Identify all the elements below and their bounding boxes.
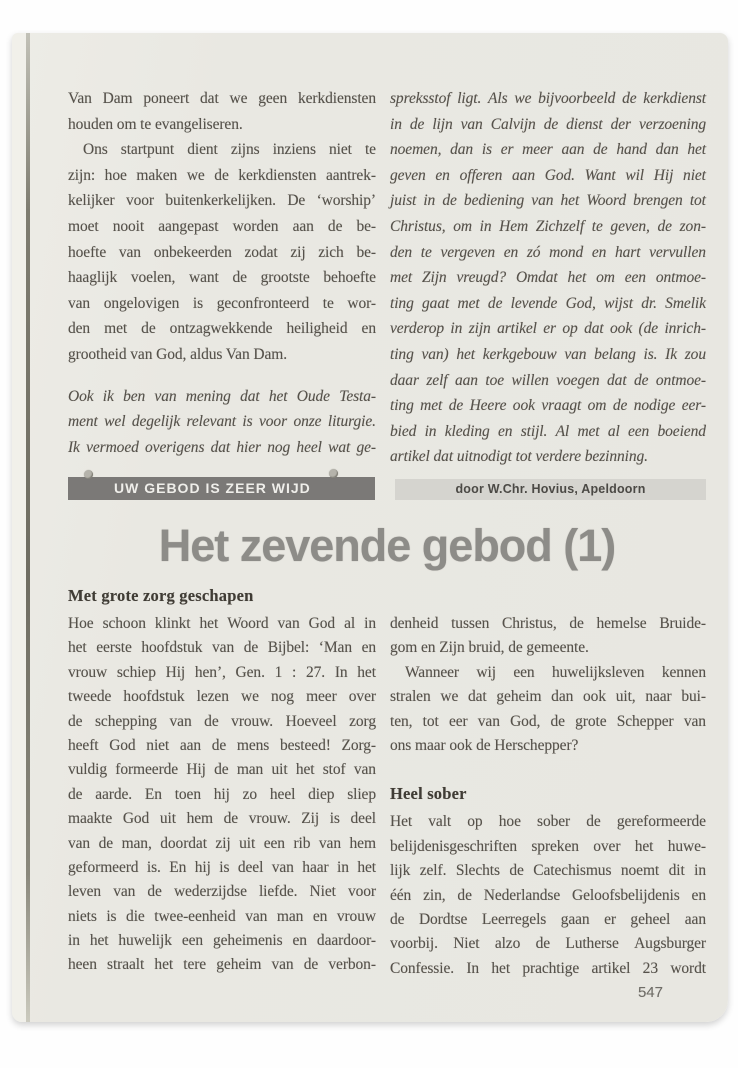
text-line: Hoe schoon klinkt het Woord van God al in xyxy=(68,615,376,632)
text-line: juist in de bediening van het Woord brengen tot xyxy=(390,192,706,210)
paragraph xyxy=(390,612,706,661)
text-line: ten, tot eer van God, de grote Schepper van xyxy=(390,712,706,730)
paragraph xyxy=(68,86,376,137)
section-banner-label: UW GEBOD IS ZEER WIJD xyxy=(114,480,311,496)
text-line: verderop in zijn artikel er op dat ook (de inrich- xyxy=(390,320,706,338)
text-line: Van Dam poneert dat we geen kerkdiensten xyxy=(68,90,376,107)
text-line: Wanneer wij een huwelijksleven kennen xyxy=(405,663,706,681)
text-line: zijn: hoe maken we de kerkdiensten aantrek- xyxy=(68,166,376,184)
paragraph xyxy=(390,86,706,470)
intro-left-column xyxy=(68,86,376,470)
text-line: ting gaat met de levende God, wijst dr. Smelik xyxy=(390,294,706,312)
text-line: niets is die twee-eenheid van man en vrouw xyxy=(68,907,376,925)
text-line: vuldig formeerde Hij de man uit het stof van xyxy=(68,761,376,779)
text-line: ons maar ook de Herschepper? xyxy=(390,736,579,754)
subheading-met-grote-zorg: Met grote zorg geschapen xyxy=(68,586,254,605)
paragraph xyxy=(68,137,376,367)
text-line: den te vergeven en zó mond en hart vervullen xyxy=(390,243,706,261)
text-line: haaglijk voelen, want de grootste behoefte xyxy=(68,269,376,287)
article-right-text-bottom xyxy=(390,810,706,981)
text-line: Het valt op hoe sober de gereformeerde xyxy=(390,813,706,831)
scanned-book-page xyxy=(12,33,728,1022)
text-line: hoefte van onbekeerden zodat zij zich be- xyxy=(68,243,376,261)
text-line: in de lijn van Calvijn de dienst der verzoening xyxy=(390,115,706,133)
text-line: daar zelf aan toe willen voegen dat de ontmoe- xyxy=(390,371,706,389)
text-line: heeft God niet aan de mens besteed! Zorg- xyxy=(68,736,376,754)
text-line: vrouw schiep Hij hen’, Gen. 1 : 27. In het xyxy=(68,663,376,681)
text-line: van ongelovigen is geconfronteerd te wor- xyxy=(68,294,376,312)
text-line: het eerste hoofdstuk van de Bijbel: ‘Man en xyxy=(68,639,376,657)
text-line: de aarde. En toen hij zo heel diep sliep xyxy=(68,785,376,803)
text-line: grootheid van God, aldus Van Dam. xyxy=(68,345,287,363)
text-line: leven van de wederzijdse liefde. Niet voor xyxy=(68,883,376,901)
text-line: voorbij. Niet alzo de Lutherse Augsburger xyxy=(390,935,706,953)
text-line: maakte God uit hem de vrouw. Zij is deel xyxy=(68,810,376,828)
text-line: moet nooit aangepast worden aan de be- xyxy=(68,217,376,235)
subheading-heel-sober: Heel sober xyxy=(390,784,467,804)
article-right-text-top xyxy=(390,612,706,758)
article-right-column xyxy=(390,585,706,981)
banner-pin-right-icon xyxy=(329,469,338,478)
text-line: noemen, dan is er meer aan de hand dan het xyxy=(390,141,706,159)
page-content xyxy=(68,33,706,1022)
text-line: lijk zelf. Slechts de Catechismus noemt dit in xyxy=(390,862,706,880)
text-line: Ook ik ben van mening dat het Oude Testa- xyxy=(68,387,376,405)
text-line: Ons startpunt dient zijns inziens niet te xyxy=(83,141,376,159)
intro-right-column xyxy=(390,86,706,470)
text-line: belijdenisgeschriften spreken over het huwe- xyxy=(390,837,706,855)
article-left-text xyxy=(68,612,376,978)
text-line: van de man, doordat zij uit een rib van hem xyxy=(68,834,376,852)
text-line: één zin, de Nederlandse Geloofsbelijdenis en xyxy=(390,886,706,904)
text-line: geven en offeren aan God. Want wil Hij niet xyxy=(390,166,706,184)
paragraph xyxy=(68,384,376,461)
text-line: Christus, om in Hem Zichzelf te geven, de zon- xyxy=(390,217,706,235)
paragraph xyxy=(390,661,706,759)
text-line: bied in kleding en stijl. Al met al een boeiend xyxy=(390,422,706,440)
text-line: geformeerd is. En hij is deel van haar in het xyxy=(68,858,376,876)
text-line: spreksstof ligt. Als we bijvoorbeeld de kerkdienst xyxy=(390,90,706,107)
text-line: met Zijn vreugd? Omdat het om een ontmoe- xyxy=(390,269,706,287)
banner-pin-left-icon xyxy=(84,470,93,479)
text-line: heen straalt het tere geheim van de verbon- xyxy=(68,956,376,974)
author-byline: door W.Chr. Hovius, Apeldoorn xyxy=(455,482,646,496)
intro-columns xyxy=(68,86,706,470)
text-line: ting van) het kerkgebouw van belang is. Ik zou xyxy=(390,345,706,363)
section-banner xyxy=(68,477,375,500)
article-title: Het zevende gebod (1) xyxy=(158,520,616,571)
text-line: denheid tussen Christus, de hemelse Bruide- xyxy=(390,615,706,632)
article-columns xyxy=(68,585,706,981)
text-line: tweede hoofdstuk lezen we nog meer over xyxy=(68,688,376,706)
text-line: gom en Zijn bruid, de gemeente. xyxy=(390,639,589,657)
text-line: artikel dat uitnodigt tot verdere bezinning. xyxy=(390,448,648,466)
page-spine-strip xyxy=(12,33,27,1022)
text-line: kelijker voor buitenkerkelijken. De ‘worship’ xyxy=(68,192,376,210)
author-byline-bar xyxy=(395,479,706,500)
text-line: ting met de Heere ook vraagt om de nodige eer- xyxy=(390,397,706,415)
paragraph xyxy=(390,810,706,981)
text-line: den met de ontzagwekkende heiligheid en xyxy=(68,320,376,338)
text-line: Ik vermoed overigens dat hier nog heel wat ge- xyxy=(68,438,376,456)
text-line: stralen we dat geheim dan ook uit, naar bui- xyxy=(390,688,706,706)
article-left-column xyxy=(68,585,376,981)
text-line: houden om te evangeliseren. xyxy=(68,115,243,133)
text-line: Confessie. In het prachtige artikel 23 wordt xyxy=(390,959,706,977)
section-banner-row xyxy=(68,477,706,507)
text-line: de schepping van de vrouw. Hoeveel zorg xyxy=(68,712,376,730)
text-line: de Dordtse Leerregels gaan er geheel aan xyxy=(390,910,706,928)
page-number: 547 xyxy=(637,984,663,1001)
binding-gutter-line xyxy=(26,33,30,1022)
text-line: in het huwelijk een geheimenis en daardoor- xyxy=(68,932,376,950)
text-line: ment wel degelijk relevant is voor onze liturgie. xyxy=(68,413,376,431)
paragraph xyxy=(68,612,376,978)
